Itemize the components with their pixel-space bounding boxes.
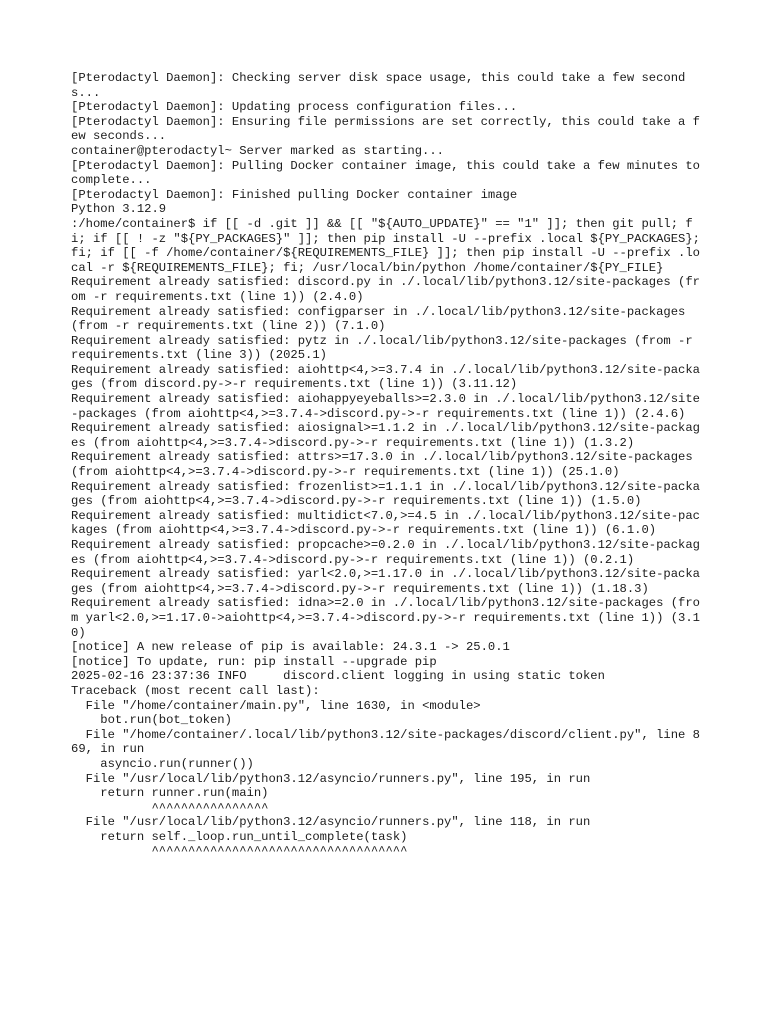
console-line: :/home/container$ if [[ -d .git ]] && [[ "${AUTO_UPDATE}" == "1" ]]; then git pull; fi; if [[ ! -z "${PY_PACKAGES}" ]]; then pip install -U --prefix .local ${PY_PACKAGES}; fi; if [[ -f /home/container/${REQUIREMENTS_FILE} ]]; then pip install -U --prefix .local -r ${REQUIREMENTS_FILE}; fi; /usr/local/bin/python /home/container/${PY_FILE} <box>71 216 708 275</box>
console-line: Requirement already satisfied: pytz in ./.local/lib/python3.12/site-packages (from -r requirements.txt (line 3)) (2025.1) <box>71 333 700 363</box>
console-line: File "/home/container/.local/lib/python3.12/site-packages/discord/client.py", line 869, in run <box>71 727 700 757</box>
console-line: Requirement already satisfied: multidict<7.0,>=4.5 in ./.local/lib/python3.12/site-packages (from aiohttp<4,>=3.7.4->discord.py->-r requirements.txt (line 1)) (6.1.0) <box>71 508 700 538</box>
console-line: [Pterodactyl Daemon]: Updating process configuration files... <box>71 100 518 115</box>
console-line: Requirement already satisfied: aiohttp<4,>=3.7.4 in ./.local/lib/python3.12/site-packages (from discord.py->-r requirements.txt (line 1)) (3.11.12) <box>71 362 700 392</box>
console-line: Requirement already satisfied: configparser in ./.local/lib/python3.12/site-packages (from -r requirements.txt (line 2)) (7.1.0) <box>71 304 693 334</box>
console-line: Requirement already satisfied: discord.py in ./.local/lib/python3.12/site-packages (from -r requirements.txt (line 1)) (2.4.0) <box>71 275 700 304</box>
console-line: [Pterodactyl Daemon]: Checking server disk space usage, this could take a few seconds... <box>71 71 686 100</box>
console-line: [Pterodactyl Daemon]: Ensuring file permissions are set correctly, this could take a few seconds... <box>71 114 700 144</box>
console-line: bot.run(bot_token) <box>71 713 232 728</box>
console-line: ^^^^^^^^^^^^^^^^^^^^^^^^^^^^^^^^^^^ <box>71 844 408 859</box>
console-line: ^^^^^^^^^^^^^^^^ <box>71 800 269 815</box>
console-line: [notice] To update, run: pip install --upgrade pip <box>71 654 437 669</box>
console-line: File "/usr/local/lib/python3.12/asyncio/runners.py", line 118, in run <box>71 815 591 830</box>
console-line: asyncio.run(runner()) <box>71 756 254 771</box>
console-line: [Pterodactyl Daemon]: Finished pulling Docker container image <box>71 187 518 202</box>
console-line: return self._loop.run_until_complete(task) <box>71 829 408 844</box>
console-line: Python 3.12.9 <box>71 202 167 217</box>
console-line: Requirement already satisfied: attrs>=17.3.0 in ./.local/lib/python3.12/site-packages (from aiohttp<4,>=3.7.4->discord.py->-r requirements.txt (line 1)) (25.1.0) <box>71 450 700 480</box>
console-line: Requirement already satisfied: frozenlist>=1.1.1 in ./.local/lib/python3.12/site-packages (from aiohttp<4,>=3.7.4->discord.py->-r requirements.txt (line 1)) (1.5.0) <box>71 479 700 509</box>
console-line: container@pterodactyl~ Server marked as starting... <box>71 143 444 158</box>
console-line: File "/usr/local/lib/python3.12/asyncio/runners.py", line 195, in run <box>71 771 591 786</box>
console-line: Requirement already satisfied: yarl<2.0,>=1.17.0 in ./.local/lib/python3.12/site-packages (from aiohttp<4,>=3.7.4->discord.py->-r requirements.txt (line 1)) (1.18.3) <box>71 567 700 596</box>
console-line: return runner.run(main) <box>71 786 269 801</box>
console-line: 2025-02-16 23:37:36 INFO discord.client logging in using static token <box>71 669 605 684</box>
console-line: Requirement already satisfied: aiohappyeyeballs>=2.3.0 in ./.local/lib/python3.12/site-packages (from aiohttp<4,>=3.7.4->discord.py->-r requirements.txt (line 1)) (2.4.6) <box>71 392 700 421</box>
console-line: [Pterodactyl Daemon]: Pulling Docker container image, this could take a few minutes to complete... <box>71 158 708 188</box>
console-line: Requirement already satisfied: aiosignal>=1.1.2 in ./.local/lib/python3.12/site-packages (from aiohttp<4,>=3.7.4->discord.py->-r requirements.txt (line 1)) (1.3.2) <box>71 421 700 450</box>
console-line: File "/home/container/main.py", line 1630, in <module> <box>71 698 481 713</box>
console-line: [notice] A new release of pip is available: 24.3.1 -> 25.0.1 <box>71 640 510 655</box>
console-line: Requirement already satisfied: idna>=2.0 in ./.local/lib/python3.12/site-packages (from yarl<2.0,>=1.17.0->aiohttp<4,>=3.7.4->discord.py->-r requirements.txt (line 1)) (3.10) <box>71 596 700 640</box>
console-line: Traceback (most recent call last): <box>71 683 320 698</box>
console-output <box>71 71 708 859</box>
console-line: Requirement already satisfied: propcache>=0.2.0 in ./.local/lib/python3.12/site-packages (from aiohttp<4,>=3.7.4->discord.py->-r requirements.txt (line 1)) (0.2.1) <box>71 538 700 567</box>
